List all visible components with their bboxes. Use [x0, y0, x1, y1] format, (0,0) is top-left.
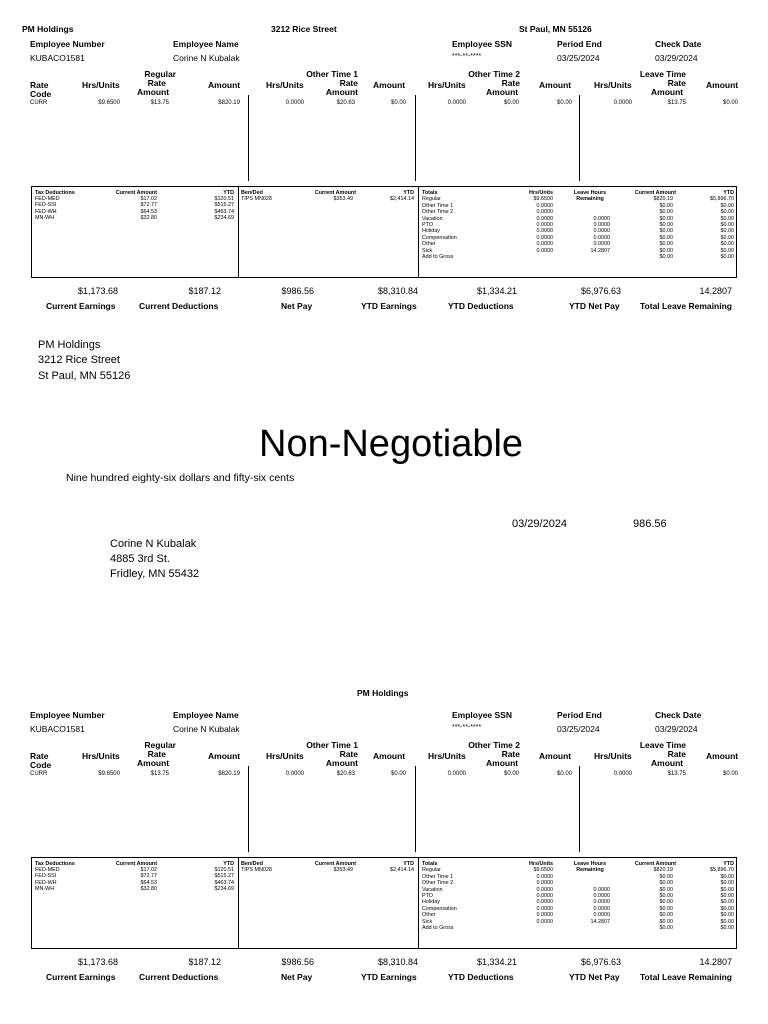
leave-rate-label: Rate: [667, 78, 686, 88]
totals-row-name: Sick: [422, 918, 433, 925]
tax-row-ytd: $234.69: [214, 215, 234, 222]
amount-label-3: Amount: [539, 751, 572, 761]
column-divider: [248, 95, 249, 181]
totals-row-hrs: 0.0000: [536, 918, 553, 925]
totals-row-hrs: 0.0000: [536, 873, 553, 880]
regular-rate-value: $13.75: [150, 100, 169, 106]
employee-number: KUBACO1581: [30, 53, 85, 63]
tax-row-name: MN-WH: [35, 215, 55, 222]
totals-row-ytd: $0.00: [720, 893, 734, 899]
check-date: 03/29/2024: [512, 518, 568, 530]
totals-row-leave: 0.0000: [593, 234, 610, 241]
ot2-hrs-label: Hrs/Units: [428, 80, 466, 90]
column-divider: [248, 766, 249, 852]
rate-code-label-2: Code: [30, 89, 52, 99]
payee-citystate: Fridley, MN 55432: [110, 568, 200, 580]
check-date-label: Check Date: [655, 710, 702, 720]
totals-row-ytd: $5,896.70: [710, 196, 734, 203]
summary-label-ytd-deductions: YTD Deductions: [448, 972, 514, 982]
tax-deductions-label: Tax Deductions: [35, 190, 75, 196]
totals-row-current: $0.00: [659, 899, 673, 906]
leave-amount-label: Amount: [651, 758, 684, 768]
summary-current-earnings: $1,173.68: [77, 957, 118, 967]
amount-label-4: Amount: [706, 751, 739, 761]
totals-row-leave: 14.2807: [590, 247, 610, 254]
leave-rate-value: $13.75: [667, 100, 686, 106]
totals-row-ytd: $0.00: [720, 234, 734, 241]
tax-row-name: MN-WH: [35, 886, 55, 893]
leave-rate-value: $13.75: [667, 771, 686, 777]
totals-row-leave: 0.0000: [593, 893, 610, 899]
employee-number-label: Employee Number: [30, 39, 105, 49]
totals-row-name: Vacation: [422, 215, 443, 222]
totals-row-name: Compensation: [422, 234, 457, 241]
tax-row-name: FED-WH: [35, 879, 57, 886]
company-citystate: St Paul, MN 55126: [519, 24, 592, 34]
leave-amount-label: Amount: [651, 87, 684, 97]
summary-label-total-leave-remaining: Total Leave Remaining: [640, 301, 732, 311]
summary-current-deductions: $187.12: [188, 286, 221, 296]
ben-ded-label: Ben/Ded: [241, 190, 263, 196]
tax-row-ytd: $515.27: [214, 873, 234, 880]
totals-row-name: Other Time 2: [422, 880, 454, 887]
employee-name-label: Employee Name: [173, 710, 239, 720]
totals-row-hrs: $9.6500: [533, 867, 553, 874]
amount-label-1: Amount: [208, 751, 241, 761]
ot2-rate-value: $0.00: [503, 771, 519, 777]
totals-row-ytd: $0.00: [720, 228, 734, 235]
summary-label-total-leave-remaining: Total Leave Remaining: [640, 972, 732, 982]
ot1-rate-value: $20.63: [336, 771, 355, 777]
summary-label-current-deductions: Current Deductions: [139, 301, 219, 311]
regular-label: Regular: [144, 740, 176, 750]
totals-row-current: $0.00: [659, 228, 673, 235]
summary-label-current-earnings: Current Earnings: [46, 972, 116, 982]
totals-row-hrs: 0.0000: [536, 912, 553, 919]
totals-row-ytd: $0.00: [720, 215, 734, 222]
ot1-amount-value: $0.00: [390, 771, 406, 777]
amount-in-words: Nine hundred eighty-six dollars and fifty-six cents: [66, 472, 295, 484]
ot1-hrs-label: Hrs/Units: [266, 751, 304, 761]
totals-row-leave: 0.0000: [593, 912, 610, 919]
leave-hrs-value: 0.0000: [613, 771, 632, 777]
ot1-hrs-value: 0.0000: [285, 771, 304, 777]
tax-row-current: $72.77: [140, 202, 157, 209]
tax-row-current: $64.53: [140, 208, 157, 215]
ben-ytd-label: YTD: [403, 861, 414, 867]
leave-hours-label-1: Leave Hours: [573, 861, 607, 867]
totals-row-ytd: $0.00: [720, 254, 734, 260]
totals-row-leave: 14.2807: [590, 918, 610, 925]
totals-row-ytd: $0.00: [720, 925, 734, 931]
tax-row-name: FED-SSI: [35, 873, 57, 880]
leave-label: Leave Time: [639, 69, 686, 79]
totals-row-ytd: $0.00: [720, 241, 734, 248]
totals-row-hrs: 0.0000: [536, 202, 553, 209]
summary-ytd-earnings: $8,310.84: [377, 957, 418, 967]
employee-number-label: Employee Number: [30, 710, 105, 720]
ot2-amount-label: Amount: [486, 87, 519, 97]
totals-hrs-label: Hrs/Units: [529, 861, 553, 867]
regular-rate-label: Rate: [147, 78, 166, 88]
ben-ded-label: Ben/Ded: [241, 861, 263, 867]
totals-row-hrs: 0.0000: [536, 880, 553, 887]
summary-label-ytd-earnings: YTD Earnings: [361, 972, 417, 982]
tax-current-label: Current Amount: [115, 861, 157, 867]
totals-row-name: Compensation: [422, 905, 457, 912]
totals-row-leave: 0.0000: [593, 886, 610, 893]
summary-total-leave-remaining: 14.2807: [699, 286, 732, 296]
bended-row-name: TIPS MN028: [241, 196, 272, 202]
column-divider: [579, 95, 580, 181]
company-street: 3212 Rice Street: [271, 24, 337, 34]
totals-row-current: $0.00: [659, 202, 673, 209]
totals-row-leave: 0.0000: [593, 241, 610, 248]
amount-value: $820.19: [218, 100, 240, 106]
payee-street: 4885 3rd St.: [110, 553, 170, 565]
totals-label: Totals: [422, 861, 438, 867]
ot2-hrs-value: 0.0000: [447, 771, 466, 777]
regular-rate-label: Rate: [147, 749, 166, 759]
totals-row-current: $0.00: [659, 912, 673, 919]
totals-row-current: $0.00: [659, 222, 673, 228]
leave-label: Leave Time: [639, 740, 686, 750]
totals-row-name: Other Time 1: [422, 202, 454, 209]
totals-row-hrs: 0.0000: [536, 893, 553, 899]
totals-ytd-label: YTD: [723, 190, 734, 196]
tax-row-name: FED-SSI: [35, 202, 57, 209]
summary-total-leave-remaining: 14.2807: [699, 957, 732, 967]
totals-ytd-label: YTD: [723, 861, 734, 867]
employee-name-label: Employee Name: [173, 39, 239, 49]
totals-row-hrs: 0.0000: [536, 905, 553, 912]
ot1-label: Other Time 1: [306, 740, 358, 750]
bended-row-current: $353.49: [333, 867, 353, 873]
amount-label-2: Amount: [373, 80, 406, 90]
summary-ytd-earnings: $8,310.84: [377, 286, 418, 296]
totals-row-name: Regular: [422, 196, 441, 203]
amount-label-2: Amount: [373, 751, 406, 761]
totals-row-name: Other Time 1: [422, 873, 454, 880]
totals-row-hrs: 0.0000: [536, 899, 553, 906]
ot2-rate-label: Rate: [501, 749, 520, 759]
ot1-rate-value: $20.63: [336, 100, 355, 106]
tax-row-current: $32.80: [140, 886, 157, 893]
totals-row-hrs: 0.0000: [536, 234, 553, 241]
tax-row-name: FED-MED: [35, 867, 60, 873]
leave-hrs-label: Hrs/Units: [594, 751, 632, 761]
totals-label: Totals: [422, 190, 438, 196]
employee-name: Corine N Kubalak: [173, 724, 240, 734]
summary-net-pay: $986.56: [281, 957, 314, 967]
ot1-hrs-label: Hrs/Units: [266, 80, 304, 90]
leave-hrs-label: Hrs/Units: [594, 80, 632, 90]
leave-hours-label-2: Remaining: [576, 196, 604, 203]
totals-row-name: Holiday: [422, 899, 440, 906]
non-negotiable-label: Non-Negotiable: [259, 423, 524, 465]
totals-row-current: $0.00: [659, 918, 673, 925]
payer-name: PM Holdings: [38, 339, 101, 351]
totals-row-hrs: 0.0000: [536, 209, 553, 216]
totals-row-name: Other Time 2: [422, 209, 454, 216]
totals-current-label: Current Amount: [634, 861, 676, 867]
check-date: 03/29/2024: [655, 724, 698, 734]
summary-current-deductions: $187.12: [188, 957, 221, 967]
period-end: 03/25/2024: [557, 53, 600, 63]
hrs-units-label: Hrs/Units: [82, 80, 120, 90]
payer-citystate: St Paul, MN 55126: [38, 370, 131, 382]
ot2-rate-value: $0.00: [503, 100, 519, 106]
totals-row-hrs: 0.0000: [536, 886, 553, 893]
totals-row-current: $820.19: [653, 867, 673, 874]
tax-row-current: $32.80: [140, 215, 157, 222]
summary-ytd-net-pay: $6,976.63: [580, 286, 621, 296]
amount-label-4: Amount: [706, 80, 739, 90]
bended-row-ytd: $2,414.14: [390, 867, 414, 873]
check-date: 03/29/2024: [655, 53, 698, 63]
employee-number: KUBACO1581: [30, 724, 85, 734]
tax-row-current: $64.53: [140, 879, 157, 886]
amount-label-3: Amount: [539, 80, 572, 90]
ot1-amount-label: Amount: [325, 758, 358, 768]
tax-row-ytd: $463.74: [214, 208, 234, 215]
totals-row-current: $0.00: [659, 254, 673, 260]
leave-rate-label: Rate: [667, 749, 686, 759]
tax-row-name: FED-MED: [35, 196, 60, 202]
amount-label-1: Amount: [208, 80, 241, 90]
rate-code-label-2: Code: [30, 760, 52, 770]
check-amount: 986.56: [633, 518, 667, 530]
regular-amount-label: Amount: [137, 758, 170, 768]
ot2-amount-value: $0.00: [556, 100, 572, 106]
totals-row-ytd: $0.00: [720, 899, 734, 906]
summary-ytd-deductions: $1,334.21: [476, 286, 517, 296]
totals-row-current: $820.19: [653, 196, 673, 203]
totals-current-label: Current Amount: [634, 190, 676, 196]
summary-net-pay: $986.56: [281, 286, 314, 296]
leave-amount-value: $0.00: [722, 771, 738, 777]
employee-ssn-label: Employee SSN: [452, 39, 512, 49]
totals-row-hrs: 0.0000: [536, 215, 553, 222]
tax-row-ytd: $120.51: [214, 196, 234, 202]
regular-rate-value: $13.75: [150, 771, 169, 777]
totals-row-ytd: $0.00: [720, 222, 734, 228]
column-divider: [415, 766, 416, 852]
tax-ytd-label: YTD: [223, 190, 234, 196]
totals-row-name: Sick: [422, 247, 433, 254]
totals-row-hrs: 0.0000: [536, 228, 553, 235]
regular-amount-label: Amount: [137, 87, 170, 97]
summary-ytd-net-pay: $6,976.63: [580, 957, 621, 967]
summary-label-ytd-net-pay: YTD Net Pay: [569, 301, 620, 311]
totals-row-current: $0.00: [659, 925, 673, 931]
company-name: PM Holdings: [22, 24, 74, 34]
ot2-amount-label: Amount: [486, 758, 519, 768]
payer-street: 3212 Rice Street: [38, 354, 120, 366]
totals-row-current: $0.00: [659, 873, 673, 880]
ben-current-label: Current Amount: [314, 190, 356, 196]
totals-row-current: $0.00: [659, 880, 673, 887]
totals-row-ytd: $0.00: [720, 209, 734, 216]
regular-label: Regular: [144, 69, 176, 79]
leave-hours-label-2: Remaining: [576, 867, 604, 874]
leave-amount-value: $0.00: [722, 100, 738, 106]
totals-row-ytd: $0.00: [720, 912, 734, 919]
tax-deductions-label: Tax Deductions: [35, 861, 75, 867]
ot1-rate-label: Rate: [339, 78, 358, 88]
employee-name: Corine N Kubalak: [173, 53, 240, 63]
ot1-amount-label: Amount: [325, 87, 358, 97]
summary-label-net-pay: Net Pay: [281, 301, 313, 311]
ot2-label: Other Time 2: [468, 69, 520, 79]
totals-row-ytd: $0.00: [720, 873, 734, 880]
ben-current-label: Current Amount: [314, 861, 356, 867]
totals-row-hrs: $9.6500: [533, 196, 553, 203]
totals-row-hrs: 0.0000: [536, 247, 553, 254]
hrs-value: $9.6500: [98, 100, 120, 106]
ot1-amount-value: $0.00: [390, 100, 406, 106]
hrs-units-label: Hrs/Units: [82, 751, 120, 761]
totals-row-current: $0.00: [659, 241, 673, 248]
totals-hrs-label: Hrs/Units: [529, 190, 553, 196]
totals-row-current: $0.00: [659, 215, 673, 222]
ot1-rate-label: Rate: [339, 749, 358, 759]
summary-current-earnings: $1,173.68: [77, 286, 118, 296]
tax-row-current: $72.77: [140, 873, 157, 880]
totals-row-current: $0.00: [659, 905, 673, 912]
rate-code-label-1: Rate: [30, 80, 49, 90]
totals-row-ytd: $0.00: [720, 918, 734, 925]
bended-row-current: $353.49: [333, 196, 353, 202]
ot1-hrs-value: 0.0000: [285, 100, 304, 106]
totals-row-current: $0.00: [659, 247, 673, 254]
deductions-divider-2: [418, 857, 419, 949]
rate-code-label-1: Rate: [30, 751, 49, 761]
summary-label-net-pay: Net Pay: [281, 972, 313, 982]
ot2-label: Other Time 2: [468, 740, 520, 750]
amount-value: $820.19: [218, 771, 240, 777]
column-divider: [579, 766, 580, 852]
tax-row-ytd: $515.27: [214, 202, 234, 209]
bended-row-name: TIPS MN028: [241, 867, 272, 873]
totals-row-current: $0.00: [659, 893, 673, 899]
hrs-value: $9.6500: [98, 771, 120, 777]
totals-row-name: Regular: [422, 867, 441, 874]
tax-row-ytd: $120.51: [214, 867, 234, 873]
tax-row-ytd: $463.74: [214, 879, 234, 886]
rate-code-value: CURR: [30, 771, 48, 777]
totals-row-leave: 0.0000: [593, 905, 610, 912]
totals-row-name: PTO: [422, 893, 433, 899]
totals-row-leave: 0.0000: [593, 215, 610, 222]
employee-ssn: ***-**-****: [452, 53, 482, 60]
totals-row-ytd: $0.00: [720, 886, 734, 893]
tax-row-current: $17.02: [140, 867, 157, 873]
summary-label-ytd-deductions: YTD Deductions: [448, 301, 514, 311]
ot2-rate-label: Rate: [501, 78, 520, 88]
totals-row-name: Holiday: [422, 228, 440, 235]
totals-row-ytd: $0.00: [720, 247, 734, 254]
leave-hours-label-1: Leave Hours: [573, 190, 607, 196]
ben-ytd-label: YTD: [403, 190, 414, 196]
summary-ytd-deductions: $1,334.21: [476, 957, 517, 967]
period-end: 03/25/2024: [557, 724, 600, 734]
tax-row-name: FED-WH: [35, 208, 57, 215]
totals-row-name: Other: [422, 912, 436, 919]
period-end-label: Period End: [557, 39, 602, 49]
bended-row-ytd: $2,414.14: [390, 196, 414, 202]
totals-row-name: Vacation: [422, 886, 443, 893]
totals-row-leave: 0.0000: [593, 228, 610, 235]
bottom-company-name: PM Holdings: [357, 688, 409, 698]
totals-row-current: $0.00: [659, 234, 673, 241]
ot2-hrs-value: 0.0000: [447, 100, 466, 106]
totals-row-leave: 0.0000: [593, 222, 610, 228]
totals-row-hrs: 0.0000: [536, 222, 553, 228]
leave-hrs-value: 0.0000: [613, 100, 632, 106]
summary-label-current-earnings: Current Earnings: [46, 301, 116, 311]
ot2-amount-value: $0.00: [556, 771, 572, 777]
tax-ytd-label: YTD: [223, 861, 234, 867]
deductions-divider-1: [238, 857, 239, 949]
payee-name: Corine N Kubalak: [110, 538, 197, 550]
totals-row-ytd: $0.00: [720, 202, 734, 209]
totals-row-ytd: $0.00: [720, 905, 734, 912]
ot1-label: Other Time 1: [306, 69, 358, 79]
period-end-label: Period End: [557, 710, 602, 720]
top-stub: [0, 0, 768, 330]
check-date-label: Check Date: [655, 39, 702, 49]
summary-label-ytd-net-pay: YTD Net Pay: [569, 972, 620, 982]
tax-row-ytd: $234.69: [214, 886, 234, 893]
tax-current-label: Current Amount: [115, 190, 157, 196]
summary-label-ytd-earnings: YTD Earnings: [361, 301, 417, 311]
summary-label-current-deductions: Current Deductions: [139, 972, 219, 982]
totals-row-leave: 0.0000: [593, 899, 610, 906]
tax-row-current: $17.02: [140, 196, 157, 202]
deductions-divider-1: [238, 186, 239, 278]
totals-row-hrs: 0.0000: [536, 241, 553, 248]
totals-row-name: Add to Gross: [422, 925, 454, 931]
totals-row-name: PTO: [422, 222, 433, 228]
ot2-hrs-label: Hrs/Units: [428, 751, 466, 761]
totals-row-name: Other: [422, 241, 436, 248]
totals-row-ytd: $0.00: [720, 880, 734, 887]
totals-row-current: $0.00: [659, 886, 673, 893]
rate-code-value: CURR: [30, 100, 48, 106]
column-divider: [415, 95, 416, 181]
employee-ssn-label: Employee SSN: [452, 710, 512, 720]
deductions-divider-2: [418, 186, 419, 278]
totals-row-current: $0.00: [659, 209, 673, 216]
employee-ssn: ***-**-****: [452, 724, 482, 731]
totals-row-ytd: $5,896.70: [710, 867, 734, 874]
totals-row-name: Add to Gross: [422, 254, 454, 260]
